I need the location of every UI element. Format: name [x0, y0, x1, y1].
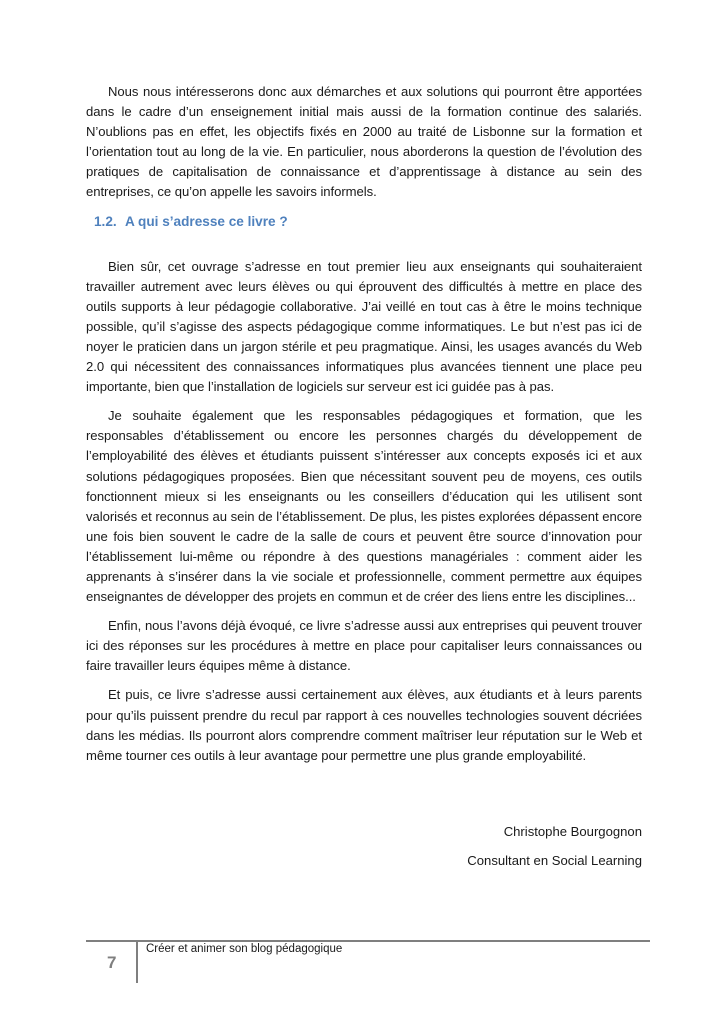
body-paragraph: Je souhaite également que les responsables pédagogiques et formation, que les responsables d’établissement ou encore les personnes chargés du développement de l’employabilité des élèves et étudiants puissent s’intéresser aux concepts exposés ici et aux solutions pédagogiques proposées. Bien que nécessitant souvent peu de moyens, ces outils fonctionnent mieux si les enseignants ou les conseillers d’éducation qui les utilisent sont valorisés et reconnus au sein de l’établissement. De plus, les pistes explorées dépassent encore une fois bien souvent le cadre de la salle de cours et peuvent être source d’innovation pour l’établissement lui-même ou répondre à des questions managériales : comment aider les apprenants à s’insérer dans la vie sociale et professionnelle, comment permettre aux équipes enseignantes de développer des projets en commun et de créer des liens entre les disciplines...: [86, 408, 642, 605]
section-number: 1.2.: [94, 213, 117, 229]
footer-book-title: Créer et animer son blog pédagogique: [146, 943, 343, 955]
section-heading: [94, 212, 642, 232]
body-text: [86, 82, 642, 775]
author-role: Consultant en Social Learning: [467, 853, 642, 868]
intro-paragraph: Nous nous intéresserons donc aux démarches et aux solutions qui pourront être apportées dans le cadre d’un enseignement initial mais aussi de la formation continue des salariés. N’oublions pas en effet, les objectifs fixés en 2000 au traité de Lisbonne sur la formation et l’orientation tout au long de la vie. En particulier, nous aborderons la question de l’évolution des pratiques de capitalisation de connaissance et d’apprentissage à distance au sein des entreprises, ce qu’on appelle les savoirs informels.: [86, 84, 642, 200]
section-title: A qui s’adresse ce livre ?: [124, 213, 288, 229]
page-number: 7: [107, 953, 117, 972]
body-paragraph: Enfin, nous l’avons déjà évoqué, ce livre s’adresse aussi aux entreprises qui peuvent trouver ici des réponses sur les procédures à mettre en place pour capitaliser leurs connaissances ou faire travailler leurs équipes même à distance.: [86, 618, 642, 674]
body-paragraph: Et puis, ce livre s’adresse aussi certainement aux élèves, aux étudiants et à leurs parents pour qu’ils puissent prendre du recul par rapport à ces nouvelles technologies souvent décriées dans les médias. Ils pourront alors comprendre comment maîtriser leur réputation sur le Web et même tourner ces outils à leur avantage pour permettre une plus grande employabilité.: [86, 687, 642, 763]
body-paragraph: Bien sûr, cet ouvrage s’adresse en tout premier lieu aux enseignants qui souhaiteraient travailler autrement avec leurs élèves ou qui éprouvent des difficultés à mettre en place des outils supports à leur pédagogie collaborative. J’ai veillé en tout cas à être le moins technique possible, qu’il s’agisse des aspects pédagogique comme informatiques. Le but n’est pas ici de noyer le praticien dans un jargon stérile et peu pragmatique. Ainsi, les usages avancés du Web 2.0 qui nécessitent des connaissances informatiques plus avancées tiennent une place peu importante, bien que l’installation de logiciels sur serveur est ici guidée pas à pas.: [86, 258, 642, 395]
author-name: Christophe Bourgognon: [503, 824, 642, 839]
footer-divider: [136, 941, 138, 983]
